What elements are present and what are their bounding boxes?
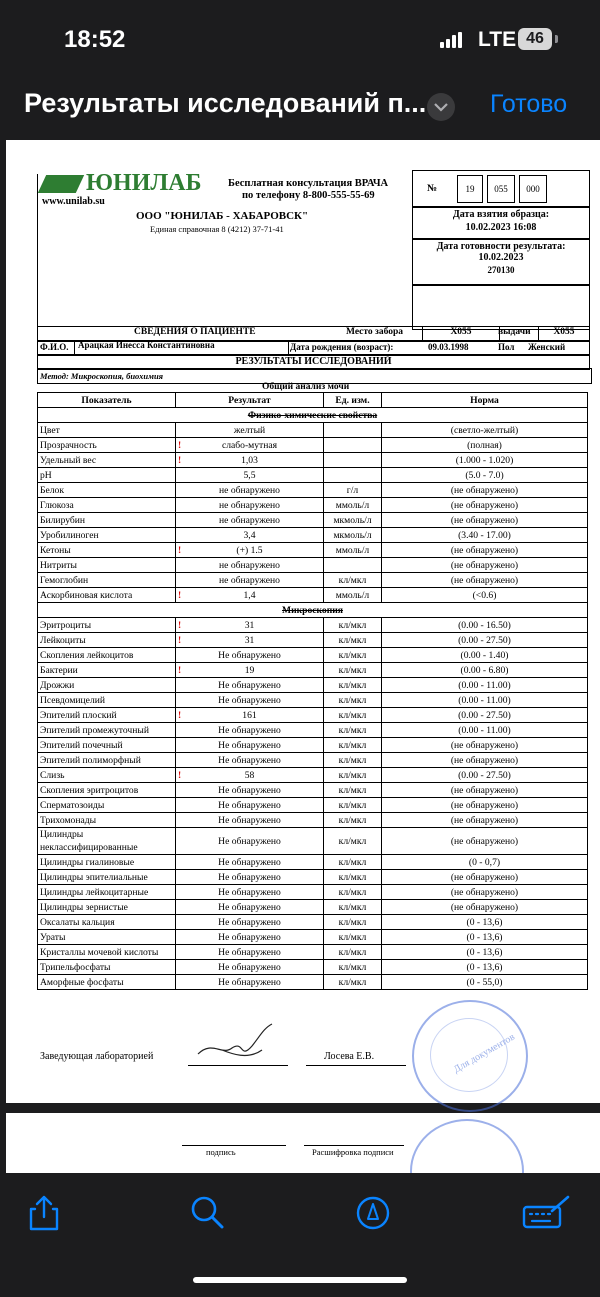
table-row (38, 498, 588, 513)
table-row (38, 663, 588, 678)
ready-date-box: Дата готовности результата: 10.02.2023 270130 (412, 238, 590, 286)
norm: (5.0 - 7.0) (382, 468, 588, 483)
table-row (38, 885, 588, 900)
decode-line (304, 1145, 404, 1146)
norm: (0.00 - 27.50) (382, 768, 588, 783)
norm: (не обнаружено) (382, 798, 588, 813)
norm: (не обнаружено) (382, 498, 588, 513)
lab-stamp: Для документов (412, 1000, 528, 1112)
method-text: Метод: Микроскопия, биохимия (37, 368, 592, 384)
result-value: Не обнаружено (218, 835, 281, 847)
norm: (0.00 - 11.00) (382, 693, 588, 708)
param-name: Скопления эритроцитов (38, 783, 176, 798)
param-name: Эпителий почечный (38, 738, 176, 753)
result-value: Не обнаружено (218, 946, 281, 958)
table-row (38, 513, 588, 528)
share-icon[interactable] (28, 1195, 60, 1231)
table-row (38, 813, 588, 828)
sign-decode-label: Расшифровка подписи (312, 1147, 394, 1157)
table-row (38, 618, 588, 633)
param-name: Цилиндры лейкоцитарные (38, 885, 176, 900)
param-name: Цилиндры эпителиальные (38, 870, 176, 885)
param-name: Сперматозоиды (38, 798, 176, 813)
param-name: Бактерии (38, 663, 176, 678)
param-name: Цилиндры неклассифицированные (38, 828, 176, 855)
consult-text: Бесплатная консультация ВРАЧА (228, 178, 389, 189)
table-row (38, 900, 588, 915)
abnormal-flag: ! (178, 709, 182, 721)
norm: (не обнаружено) (382, 813, 588, 828)
unit: кл/мкл (324, 798, 382, 813)
result-value: Не обнаружено (218, 871, 281, 883)
param-name: Глюкоза (38, 498, 176, 513)
unit: мкмоль/л (324, 513, 382, 528)
table-row (38, 438, 588, 453)
norm: (0.00 - 27.50) (382, 633, 588, 648)
patient-row: Ф.И.О. Арацкая Инесса Константиновна Дата рождения (возраст): 09.03.1998 Пол Женский (37, 340, 590, 356)
norm: (не обнаружено) (382, 885, 588, 900)
norm: (0.00 - 11.00) (382, 723, 588, 738)
norm: (<0.6) (382, 588, 588, 603)
result-value: 58 (244, 769, 255, 781)
result-value: Не обнаружено (218, 886, 281, 898)
norm: (0 - 13,6) (382, 915, 588, 930)
unit: кл/мкл (324, 828, 382, 855)
norm: (0 - 0,7) (382, 855, 588, 870)
unit: кл/мкл (324, 768, 382, 783)
unit: кл/мкл (324, 663, 382, 678)
result-value: Не обнаружено (218, 724, 281, 736)
unit: кл/мкл (324, 573, 382, 588)
table-row (38, 528, 588, 543)
patient-info-row: СВЕДЕНИЯ О ПАЦИЕНТЕ Место забора X055 выдачи X055 (37, 326, 590, 342)
table-row (38, 483, 588, 498)
table-row (38, 768, 588, 783)
unit: кл/мкл (324, 678, 382, 693)
norm: (не обнаружено) (382, 483, 588, 498)
result-value: не обнаружено (219, 514, 280, 526)
table-row (38, 960, 588, 975)
table-row (38, 975, 588, 990)
unit: кл/мкл (324, 900, 382, 915)
search-icon[interactable] (190, 1195, 224, 1231)
norm: (0 - 13,6) (382, 960, 588, 975)
unit (324, 438, 382, 453)
unit: кл/мкл (324, 960, 382, 975)
unit: мкмоль/л (324, 528, 382, 543)
status-bar (0, 0, 600, 80)
param-name: Билирубин (38, 513, 176, 528)
nav-title: Результаты исследований п... (24, 88, 427, 118)
param-name: Ураты (38, 930, 176, 945)
param-name: pH (38, 468, 176, 483)
param-name: Эпителий плоский (38, 708, 176, 723)
consult-phone: по телефону 8-800-555-55-69 (242, 190, 375, 201)
order-number-box: № 19 055 000 (412, 170, 590, 208)
section-row: Физико-химические свойства (38, 408, 588, 423)
results-title: РЕЗУЛЬТАТЫ ИССЛЕДОВАНИЙ (37, 354, 590, 370)
table-row (38, 648, 588, 663)
norm: (светло-желтый) (382, 423, 588, 438)
norm: (0.00 - 11.00) (382, 678, 588, 693)
result-value: 1,4 (243, 589, 256, 601)
result-value: не обнаружено (219, 574, 280, 586)
norm: (не обнаружено) (382, 543, 588, 558)
result-value: Не обнаружено (218, 649, 281, 661)
result-value: слабо-мутная (221, 439, 278, 451)
unit: ммоль/л (324, 498, 382, 513)
table-row (38, 828, 588, 855)
result-value: Не обнаружено (218, 799, 281, 811)
norm: (0 - 13,6) (382, 930, 588, 945)
abnormal-flag: ! (178, 454, 182, 466)
param-name: Псевдомицелий (38, 693, 176, 708)
table-row (38, 588, 588, 603)
table-row (38, 708, 588, 723)
unit: ммоль/л (324, 543, 382, 558)
norm: (не обнаружено) (382, 513, 588, 528)
norm: (0.00 - 1.40) (382, 648, 588, 663)
signature-line (188, 1065, 288, 1066)
param-name: Трихомонады (38, 813, 176, 828)
table-row (38, 468, 588, 483)
param-name: Скопления лейкоцитов (38, 648, 176, 663)
table-row (38, 543, 588, 558)
param-name: Эпителий промежуточный (38, 723, 176, 738)
result-value: 3,4 (243, 529, 256, 541)
unit (324, 558, 382, 573)
unit: кл/мкл (324, 693, 382, 708)
param-name: Удельный вес (38, 453, 176, 468)
abnormal-flag: ! (178, 634, 182, 646)
param-name: Аморфные фосфаты (38, 975, 176, 990)
unit: кл/мкл (324, 930, 382, 945)
unit: кл/мкл (324, 753, 382, 768)
result-value: Не обнаружено (218, 784, 281, 796)
table-row (38, 870, 588, 885)
param-name: Прозрачность (38, 438, 176, 453)
abnormal-flag: ! (178, 439, 182, 451)
param-name: Трипельфосфаты (38, 960, 176, 975)
result-value: 161 (242, 709, 257, 721)
ref-phone: Единая справочная 8 (4212) 37-71-41 (150, 224, 284, 234)
result-value: Не обнаружено (218, 961, 281, 973)
keyboard-icon[interactable] (522, 1195, 572, 1231)
table-row (38, 633, 588, 648)
status-time: 18:52 (64, 26, 126, 53)
unit: кл/мкл (324, 885, 382, 900)
norm: (не обнаружено) (382, 828, 588, 855)
norm: (не обнаружено) (382, 573, 588, 588)
table-row (38, 573, 588, 588)
unit: кл/мкл (324, 618, 382, 633)
param-name: Дрожжи (38, 678, 176, 693)
unit (324, 453, 382, 468)
name-line (306, 1065, 406, 1066)
done-button[interactable]: Готово (490, 90, 568, 118)
norm: (не обнаружено) (382, 558, 588, 573)
result-value: Не обнаружено (218, 856, 281, 868)
section-row: Микроскопия (38, 603, 588, 618)
norm: (3.40 - 17.00) (382, 528, 588, 543)
param-name: Нитриты (38, 558, 176, 573)
unit: кл/мкл (324, 870, 382, 885)
result-value: Не обнаружено (218, 916, 281, 928)
abnormal-flag: ! (178, 589, 182, 601)
norm: (не обнаружено) (382, 900, 588, 915)
norm: (0 - 55,0) (382, 975, 588, 990)
param-name: Слизь (38, 768, 176, 783)
param-name: Оксалаты кальция (38, 915, 176, 930)
result-value: Не обнаружено (218, 694, 281, 706)
unit: г/л (324, 483, 382, 498)
unit: кл/мкл (324, 708, 382, 723)
param-name: Уробилиноген (38, 528, 176, 543)
signature-image (192, 1020, 288, 1066)
result-value: (+) 1.5 (236, 544, 263, 556)
result-value: Не обнаружено (218, 754, 281, 766)
unit: кл/мкл (324, 855, 382, 870)
param-name: Белок (38, 483, 176, 498)
document-page (6, 140, 600, 1103)
result-value: Не обнаружено (218, 931, 281, 943)
result-value: желтый (233, 424, 266, 436)
result-value: Не обнаружено (218, 976, 281, 988)
table-row (38, 930, 588, 945)
result-value: 5,5 (243, 469, 256, 481)
result-value: не обнаружено (219, 559, 280, 571)
norm: (0.00 - 16.50) (382, 618, 588, 633)
result-value: не обнаружено (219, 499, 280, 511)
norm: (0.00 - 6.80) (382, 663, 588, 678)
table-row (38, 753, 588, 768)
norm: (0.00 - 27.50) (382, 708, 588, 723)
table-row (38, 693, 588, 708)
chevron-down-icon (434, 102, 448, 112)
unit: кл/мкл (324, 813, 382, 828)
unit: кл/мкл (324, 915, 382, 930)
result-value: Не обнаружено (218, 814, 281, 826)
table-row (38, 723, 588, 738)
table-row (38, 423, 588, 438)
unit: кл/мкл (324, 723, 382, 738)
home-indicator[interactable] (193, 1277, 407, 1283)
norm: (не обнаружено) (382, 753, 588, 768)
norm: (полная) (382, 438, 588, 453)
head-label: Заведующая лабораторией (40, 1051, 154, 1062)
norm: (1.000 - 1.020) (382, 453, 588, 468)
param-name: Эпителий полиморфный (38, 753, 176, 768)
unit: кл/мкл (324, 633, 382, 648)
header-frame (37, 174, 589, 328)
param-name: Цилиндры гиалиновые (38, 855, 176, 870)
table-row (38, 453, 588, 468)
sample-date-box: Дата взятия образца: 10.02.2023 16:08 (412, 206, 590, 240)
lab-logo: ЮНИЛАБ (42, 170, 201, 197)
abnormal-flag: ! (178, 664, 182, 676)
result-value: 31 (244, 634, 255, 646)
table-row (38, 915, 588, 930)
org-name: ООО "ЮНИЛАБ - ХАБАРОВСК" (136, 210, 309, 222)
sign-line (182, 1145, 286, 1146)
table-header: Показатель Результат Ед. изм. Норма (38, 393, 588, 408)
unit: ммоль/л (324, 588, 382, 603)
param-name: Гемоглобин (38, 573, 176, 588)
unit: кл/мкл (324, 945, 382, 960)
document-page-2 (6, 1113, 600, 1173)
result-value: Не обнаружено (218, 679, 281, 691)
norm: (0 - 13,6) (382, 945, 588, 960)
result-value: 31 (244, 619, 255, 631)
markup-icon[interactable] (356, 1195, 390, 1231)
abnormal-flag: ! (178, 544, 182, 556)
result-value: 19 (244, 664, 255, 676)
lab-stamp-2 (410, 1119, 524, 1173)
sign-label: подпись (206, 1147, 236, 1157)
abnormal-flag: ! (178, 769, 182, 781)
param-name: Цвет (38, 423, 176, 438)
head-name: Лосева Е.В. (324, 1051, 375, 1062)
network-type: LTE (478, 28, 517, 51)
table-row (38, 783, 588, 798)
results-table (37, 392, 588, 990)
result-value: Не обнаружено (218, 901, 281, 913)
table-row (38, 855, 588, 870)
result-value: Не обнаружено (218, 739, 281, 751)
result-value: не обнаружено (219, 484, 280, 496)
table-row (38, 945, 588, 960)
norm: (не обнаружено) (382, 870, 588, 885)
table-row (38, 558, 588, 573)
unit: кл/мкл (324, 975, 382, 990)
norm: (не обнаружено) (382, 783, 588, 798)
norm: (не обнаружено) (382, 738, 588, 753)
table-row (38, 738, 588, 753)
param-name: Кристаллы мочевой кислоты (38, 945, 176, 960)
param-name: Эритроциты (38, 618, 176, 633)
title-menu-button[interactable] (427, 93, 455, 121)
unit: кл/мкл (324, 648, 382, 663)
result-value: 1,03 (241, 454, 258, 466)
table-row (38, 678, 588, 693)
lab-site: www.unilab.su (42, 196, 105, 207)
param-name: Кетоны (38, 543, 176, 558)
analysis-title: Общий анализ мочи (262, 382, 350, 392)
param-name: Аскорбиновая кислота (38, 588, 176, 603)
battery-nub (555, 35, 558, 43)
param-name: Лейкоциты (38, 633, 176, 648)
battery-icon: 46 (518, 28, 552, 50)
unit: кл/мкл (324, 738, 382, 753)
unit: кл/мкл (324, 783, 382, 798)
param-name: Цилиндры зернистые (38, 900, 176, 915)
unit (324, 468, 382, 483)
table-row (38, 798, 588, 813)
abnormal-flag: ! (178, 619, 182, 631)
unit (324, 423, 382, 438)
